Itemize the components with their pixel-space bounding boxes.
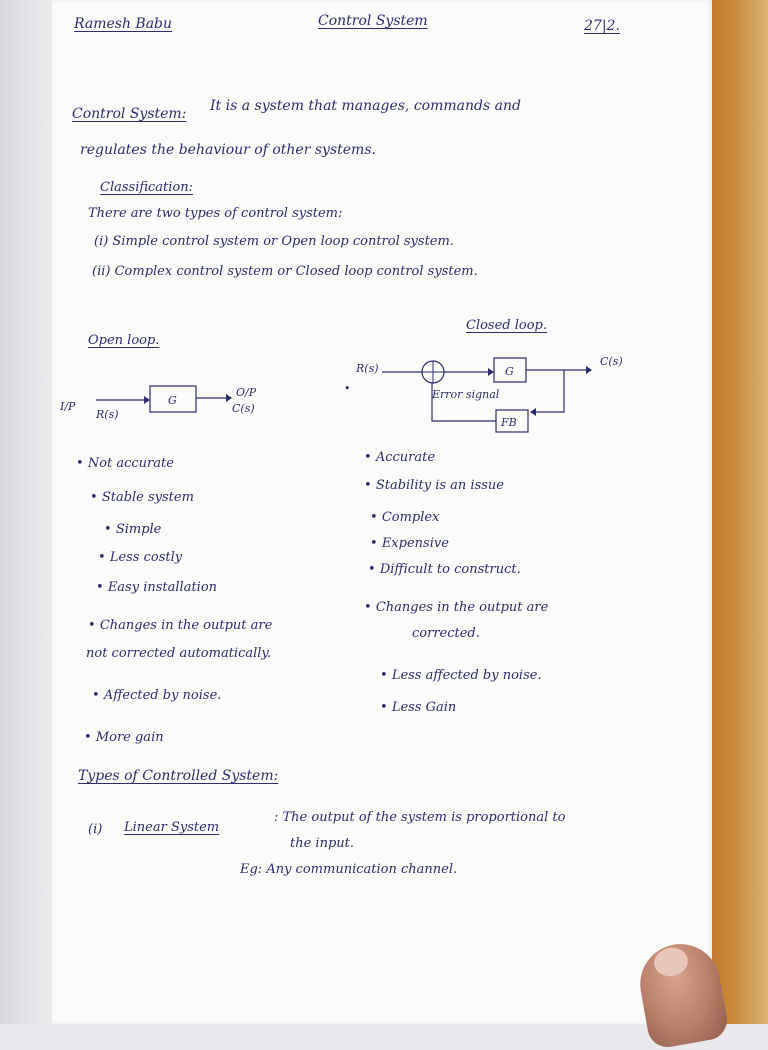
open-loop-g-label: G xyxy=(168,394,177,407)
open-loop-changes-line-1: • Changes in the output are xyxy=(88,618,272,633)
open-loop-input-signal: R(s) xyxy=(96,408,119,421)
closed-loop-point: • Complex xyxy=(370,510,439,525)
types-item-1-def-line-1: : The output of the system is proportional to xyxy=(274,810,566,825)
closed-loop-noise: • Less affected by noise. xyxy=(380,668,542,683)
open-loop-output-signal: C(s) xyxy=(232,402,255,415)
closed-loop-g-label: G xyxy=(505,365,514,378)
closed-loop-gain: • Less Gain xyxy=(380,700,456,715)
definition-line-2: regulates the behaviour of other systems. xyxy=(80,142,376,158)
closed-loop-bullet: • xyxy=(344,382,351,395)
closed-loop-forward-arrowhead xyxy=(488,368,494,376)
types-item-1-prefix: (i) xyxy=(88,822,103,837)
classification-line: There are two types of control system: xyxy=(88,206,343,221)
open-loop-heading: Open loop. xyxy=(88,333,160,348)
feedback-path-right xyxy=(536,370,564,412)
closed-loop-diagram xyxy=(355,355,623,432)
open-loop-point: • Easy installation xyxy=(96,580,217,595)
open-loop-input-label: I/P xyxy=(60,400,76,413)
closed-loop-output-arrowhead xyxy=(586,366,592,374)
types-heading: Types of Controlled System: xyxy=(78,768,279,784)
closed-loop-heading: Closed loop. xyxy=(466,318,548,333)
open-loop-input-arrowhead xyxy=(144,396,150,404)
closed-loop-changes-line-2: corrected. xyxy=(412,626,480,641)
closed-loop-point: • Accurate xyxy=(364,450,435,465)
types-item-1-def-line-2: the input. xyxy=(290,836,355,851)
open-loop-gain: • More gain xyxy=(84,730,164,745)
classification-type-1: (i) Simple control system or Open loop control system. xyxy=(94,234,454,249)
feedback-arrowhead xyxy=(530,408,536,416)
feedback-block-label: FB xyxy=(501,416,517,429)
closed-loop-output-signal: C(s) xyxy=(600,355,623,368)
open-loop-point: • Less costly xyxy=(98,550,182,565)
closed-loop-changes-line-1: • Changes in the output are xyxy=(364,600,548,615)
classification-type-2: (ii) Complex control system or Closed loop control system. xyxy=(92,264,478,279)
definition-term: Control System: xyxy=(72,106,187,122)
error-signal-label: Error signal xyxy=(432,388,500,401)
open-loop-point: • Simple xyxy=(104,522,161,537)
types-example: Eg: Any communication channel. xyxy=(240,862,458,877)
page-title: Control System xyxy=(318,13,428,29)
open-loop-point: • Stable system xyxy=(90,490,194,505)
classification-heading: Classification: xyxy=(100,180,194,195)
open-loop-changes-line-2: not corrected automatically. xyxy=(86,646,272,661)
closed-loop-point: • Expensive xyxy=(370,536,449,551)
open-loop-noise: • Affected by noise. xyxy=(92,688,221,703)
closed-loop-point: • Stability is an issue xyxy=(364,478,504,493)
page-date: 27|2. xyxy=(584,18,620,34)
open-loop-point: • Not accurate xyxy=(76,456,174,471)
open-loop-output-arrowhead xyxy=(226,394,232,402)
definition-line-1: It is a system that manages, commands and xyxy=(210,98,521,114)
closed-loop-point: • Difficult to construct. xyxy=(368,562,521,577)
open-loop-output-label: O/P xyxy=(236,386,257,399)
closed-loop-input-signal: R(s) xyxy=(356,362,379,375)
author-name: Ramesh Babu xyxy=(74,16,173,32)
open-loop-diagram xyxy=(59,386,257,421)
types-item-1-term: Linear System xyxy=(124,820,220,835)
